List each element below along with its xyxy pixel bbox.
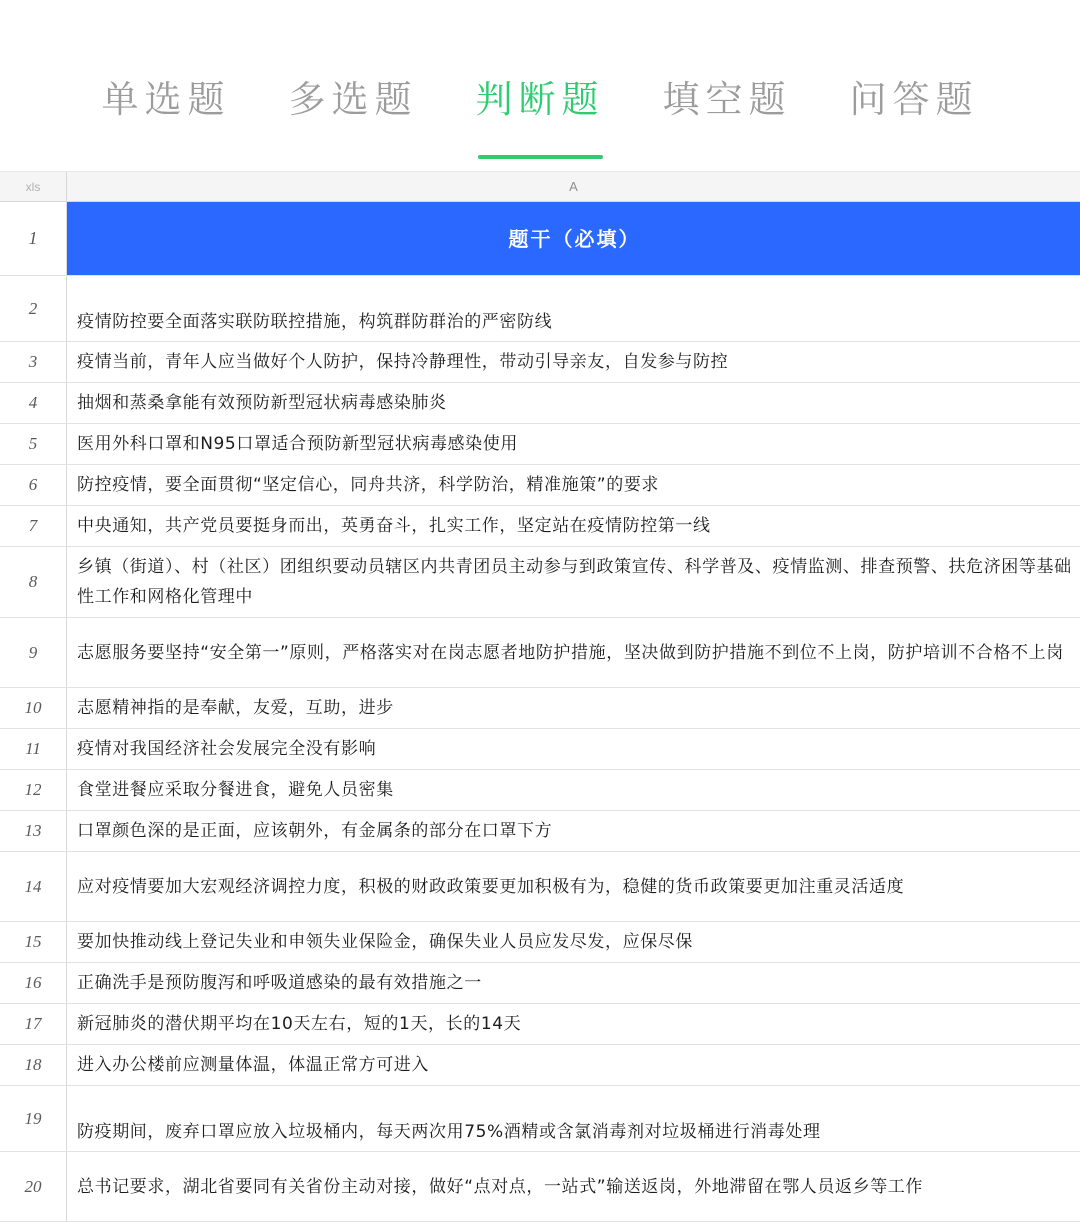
row-number[interactable]: 14 [0,852,67,921]
cell-question-text[interactable]: 总书记要求，湖北省要同有关省份主动对接，做好“点对点，一站式”输送返岗，外地滞留在鄂人员返乡等工作 [77,1176,924,1197]
cell-question-text[interactable]: 正确洗手是预防腹泻和呼吸道感染的最有效措施之一 [77,973,482,993]
row-number[interactable]: 2 [0,276,67,341]
table-row[interactable] [0,963,1080,1004]
tab-single-choice[interactable] [102,69,231,171]
cell-question-text[interactable]: 疫情当前，青年人应当做好个人防护，保持冷静理性，带动引导亲友，自发参与防控 [77,352,729,372]
cell-question-text[interactable]: 志愿精神指的是奉献，友爱，互助，进步 [77,698,394,718]
row-number[interactable]: 13 [0,811,67,851]
cell-question-text[interactable]: 志愿服务要坚持“安全第一”原则，严格落实对在岗志愿者地防护措施，坚决做到防护措施不到位不上岗，防护培训不合格不上岗 [77,642,1064,663]
row-number[interactable]: 3 [0,342,67,382]
table-row[interactable] [0,811,1080,852]
table-row[interactable] [0,1045,1080,1086]
row-number[interactable]: 4 [0,383,67,423]
cell-question-text[interactable]: 新冠肺炎的潜伏期平均在10天左右，短的1天，长的14天 [77,1014,522,1034]
cell-question-text[interactable]: 要加快推动线上登记失业和申领失业保险金，确保失业人员应发尽发，应保尽保 [77,932,693,952]
table-row[interactable] [0,770,1080,811]
table-row[interactable] [0,342,1080,383]
cell-question-text[interactable]: 医用外科口罩和N95口罩适合预防新型冠状病毒感染使用 [77,434,518,454]
tab-label: 判断题 [475,78,605,121]
table-row[interactable] [0,506,1080,547]
table-row[interactable] [0,852,1080,922]
table-row[interactable] [0,465,1080,506]
header-cell-question-stem[interactable]: 题干（必填） [67,202,1080,275]
column-header-row [0,172,1080,202]
cell-question-text[interactable]: 防疫期间，废弃口罩应放入垃圾桶内，每天两次用75%酒精或含氯消毒剂对垃圾桶进行消毒处理 [77,1122,821,1142]
cell-question-text[interactable]: 食堂进餐应采取分餐进食，避免人员密集 [77,780,394,800]
question-type-tabs [0,0,1080,172]
row-number[interactable]: 11 [0,729,67,769]
tab-fill-in-blank[interactable] [663,69,792,171]
row-number[interactable]: 12 [0,770,67,810]
cell-question-text[interactable]: 乡镇（街道）、村（社区）团组织要动员辖区内共青团员主动参与到政策宣传、科学普及、疫情监测、排查预警、扶危济困等基础性工作和网格化管理中 [77,557,1072,607]
tab-label: 问答题 [849,78,979,121]
table-row[interactable] [0,1086,1080,1152]
table-row[interactable] [0,383,1080,424]
table-row[interactable] [0,688,1080,729]
cell-question-text[interactable]: 疫情对我国经济社会发展完全没有影响 [77,739,377,759]
tab-label: 填空题 [662,78,792,121]
table-row[interactable] [0,1152,1080,1222]
sheet-corner-label[interactable]: xls [0,172,67,201]
table-row[interactable] [0,729,1080,770]
row-number[interactable]: 10 [0,688,67,728]
row-number[interactable]: 17 [0,1004,67,1044]
row-number[interactable]: 9 [0,618,67,687]
row-number[interactable]: 7 [0,506,67,546]
tab-short-answer[interactable] [850,69,979,171]
cell-question-text[interactable]: 中央通知，共产党员要挺身而出，英勇奋斗，扎实工作，坚定站在疫情防控第一线 [77,516,711,536]
table-row[interactable] [0,618,1080,688]
tab-true-false[interactable] [476,69,605,171]
row-number[interactable]: 16 [0,963,67,1003]
row-number[interactable]: 8 [0,547,67,617]
cell-question-text[interactable]: 抽烟和蒸桑拿能有效预防新型冠状病毒感染肺炎 [77,393,447,413]
tab-multiple-choice[interactable] [289,69,418,171]
table-row[interactable] [0,547,1080,618]
row-number[interactable]: 20 [0,1152,67,1221]
row-number[interactable]: 5 [0,424,67,464]
sheet-grid [0,202,1080,1222]
tab-label: 多选题 [288,78,418,121]
table-row[interactable] [0,276,1080,342]
row-number[interactable]: 19 [0,1086,67,1151]
table-row[interactable] [0,424,1080,465]
cell-question-text[interactable]: 口罩颜色深的是正面，应该朝外，有金属条的部分在口罩下方 [77,821,553,841]
cell-question-text[interactable]: 进入办公楼前应测量体温，体温正常方可进入 [77,1055,429,1075]
row-number[interactable]: 6 [0,465,67,505]
table-row[interactable] [0,1004,1080,1045]
table-row[interactable] [0,202,1080,276]
table-row[interactable] [0,922,1080,963]
row-number[interactable]: 18 [0,1045,67,1085]
row-number[interactable]: 1 [0,202,67,275]
cell-question-text[interactable]: 应对疫情要加大宏观经济调控力度，积极的财政政策要更加积极有为，稳健的货币政策要更加注重灵活适度 [77,876,905,897]
row-number[interactable]: 15 [0,922,67,962]
cell-question-text[interactable]: 防控疫情，要全面贯彻“坚定信心，同舟共济，科学防治，精准施策”的要求 [77,475,660,495]
tab-label: 单选题 [101,78,231,121]
cell-question-text[interactable]: 疫情防控要全面落实联防联控措施，构筑群防群治的严密防线 [77,312,553,332]
column-header-a[interactable]: A [569,179,578,194]
